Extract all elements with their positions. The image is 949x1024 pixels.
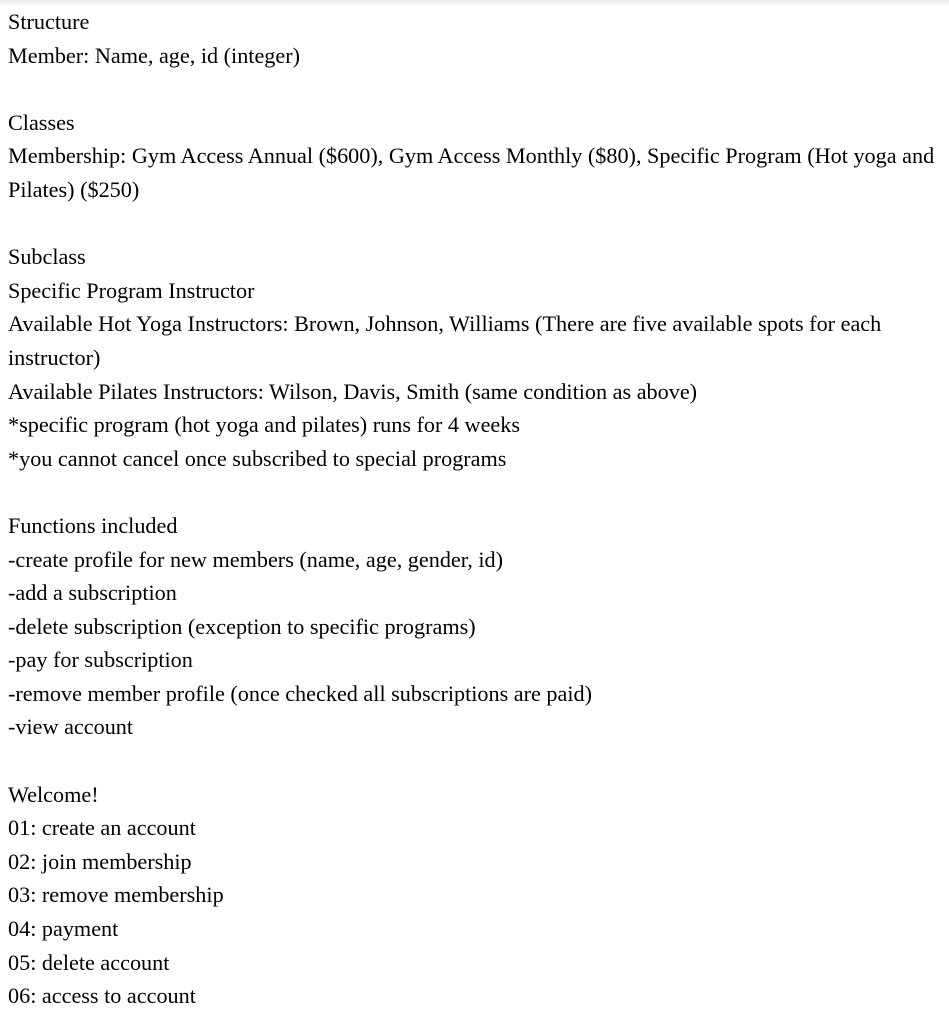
function-item: -add a subscription	[8, 580, 177, 606]
menu-option: 06: access to account	[8, 983, 196, 1009]
function-item: -delete subscription (exception to specific programs)	[8, 613, 476, 639]
menu-option: 04: payment	[8, 916, 119, 942]
structure-section	[8, 5, 938, 72]
blank-line	[8, 72, 938, 106]
menu-option: 03: remove membership	[8, 882, 224, 908]
subclass-section	[8, 240, 938, 475]
function-item: -create profile for new members (name, age, gender, id)	[8, 546, 504, 572]
structure-member-line: Member: Name, age, id (integer)	[8, 42, 301, 68]
menu-option: 02: join membership	[8, 848, 192, 874]
subclass-heading: Subclass	[8, 244, 86, 270]
classes-membership-line: Membership: Gym Access Annual ($600), Gym Access Monthly ($80), Specific Program (Hot yoga and Pilates) ($250)	[8, 143, 935, 202]
subclass-line: Available Hot Yoga Instructors: Brown, Johnson, Williams (There are five available spots for each instructor)	[8, 311, 882, 370]
subclass-line: *you cannot cancel once subscribed to special programs	[8, 445, 507, 471]
menu-option: 01: create an account	[8, 815, 196, 841]
classes-heading: Classes	[8, 109, 75, 135]
classes-section	[8, 106, 938, 207]
subclass-line: Specific Program Instructor	[8, 277, 255, 303]
subclass-line: Available Pilates Instructors: Wilson, Davis, Smith (same condition as above)	[8, 378, 698, 404]
document-body	[8, 5, 938, 1013]
structure-heading: Structure	[8, 9, 90, 34]
function-item: -view account	[8, 714, 134, 740]
subclass-line: *specific program (hot yoga and pilates) runs for 4 weeks	[8, 412, 521, 438]
menu-option: 05: delete account	[8, 949, 170, 975]
blank-line	[8, 207, 938, 241]
blank-line	[8, 744, 938, 778]
function-item: -pay for subscription	[8, 647, 193, 673]
menu-section	[8, 778, 938, 1013]
function-item: -remove member profile (once checked all subscriptions are paid)	[8, 680, 593, 706]
blank-line	[8, 475, 938, 509]
functions-heading: Functions included	[8, 512, 178, 538]
functions-section	[8, 509, 938, 744]
menu-heading: Welcome!	[8, 781, 99, 807]
